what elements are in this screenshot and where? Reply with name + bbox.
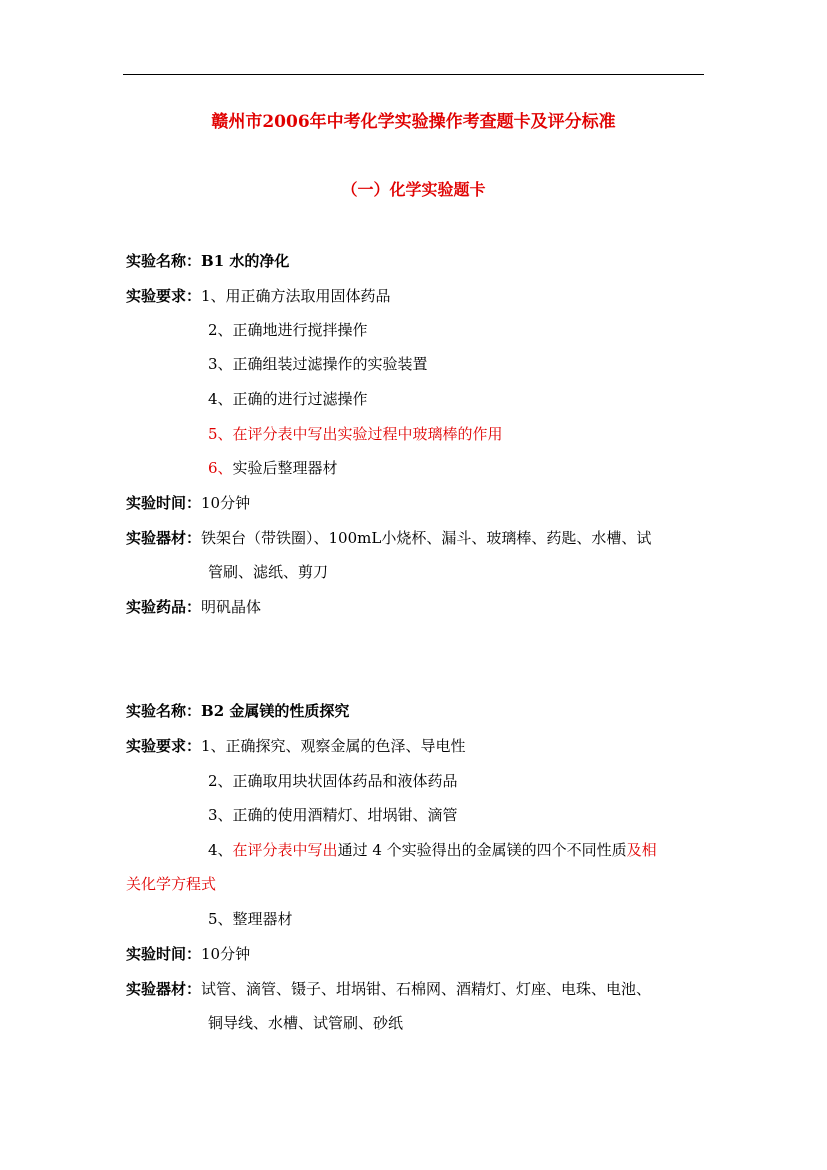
exp1-time-label: 实验时间： bbox=[126, 494, 202, 512]
exp1-name-label: 实验名称： bbox=[126, 252, 202, 270]
exp2-req-3: 3、正确的使用酒精灯、坩埚钳、滴管 bbox=[208, 806, 458, 824]
exp2-equip-line2: 铜导线、水槽、试管刷、砂纸 bbox=[208, 1014, 404, 1032]
exp1-req-3: 3、正确组装过滤操作的实验装置 bbox=[208, 355, 428, 373]
exp2-time-label: 实验时间： bbox=[126, 945, 202, 963]
exp1-req-label: 实验要求： bbox=[126, 287, 202, 305]
exp1-equip-line2: 管刷、滤纸、剪刀 bbox=[208, 563, 329, 581]
exp2-equip-row bbox=[126, 978, 651, 1000]
exp2-req-4-red1: 在评分表中写出 bbox=[232, 841, 338, 859]
exp1-drug-label: 实验药品： bbox=[126, 598, 202, 616]
exp2-name-row bbox=[126, 700, 349, 722]
section-title: （一）化学实验题卡 bbox=[341, 180, 486, 199]
exp1-req-1: 1、用正确方法取用固体药品 bbox=[201, 287, 391, 305]
exp1-name-row bbox=[126, 250, 289, 272]
exp2-time-value: 10分钟 bbox=[201, 945, 251, 963]
exp2-equip-label: 实验器材： bbox=[126, 980, 202, 998]
document-title: 赣州市2006年中考化学实验操作考查题卡及评分标准 bbox=[211, 112, 616, 132]
exp1-req-2: 2、正确地进行搅拌操作 bbox=[208, 321, 368, 339]
exp2-name-label: 实验名称： bbox=[126, 702, 202, 720]
exp1-name-value: B1 水的净化 bbox=[201, 252, 290, 270]
exp2-req-label: 实验要求： bbox=[126, 737, 202, 755]
exp2-req-4-cont: 关化学方程式 bbox=[126, 875, 217, 893]
exp1-time-value: 10分钟 bbox=[201, 494, 251, 512]
header-rule bbox=[123, 74, 704, 75]
exp1-req-6-num: 6、 bbox=[208, 459, 233, 477]
exp1-drug-value: 明矾晶体 bbox=[201, 598, 262, 616]
exp1-equip-row bbox=[126, 527, 651, 549]
exp2-req-5: 5、整理器材 bbox=[208, 910, 293, 928]
exp2-req-4-text: 通过 4 个实验得出的金属镁的四个不同性质 bbox=[337, 841, 627, 859]
exp2-req-4-num: 4、 bbox=[208, 841, 233, 859]
exp2-time-row bbox=[126, 943, 250, 965]
exp1-req-6-row bbox=[208, 457, 338, 479]
exp1-equip-line1: 铁架台（带铁圈）、100mL小烧杯、漏斗、玻璃棒、药匙、水槽、试 bbox=[201, 529, 652, 547]
exp1-equip-label: 实验器材： bbox=[126, 529, 202, 547]
exp1-req-row bbox=[126, 285, 391, 307]
exp1-req-4: 4、正确的进行过滤操作 bbox=[208, 390, 368, 408]
exp2-req-row bbox=[126, 735, 466, 757]
exp1-drug-row bbox=[126, 596, 261, 618]
exp2-req-2: 2、正确取用块状固体药品和液体药品 bbox=[208, 772, 458, 790]
exp1-time-row bbox=[126, 492, 250, 514]
exp2-req-4-red2: 及相 bbox=[626, 841, 657, 859]
exp1-req-5: 5、在评分表中写出实验过程中玻璃棒的作用 bbox=[208, 425, 503, 443]
exp1-req-6-text: 实验后整理器材 bbox=[232, 459, 338, 477]
exp2-name-value: B2 金属镁的性质探究 bbox=[201, 702, 350, 720]
exp2-req-1: 1、正确探究、观察金属的色泽、导电性 bbox=[201, 737, 466, 755]
exp2-equip-line1: 试管、滴管、镊子、坩埚钳、石棉网、酒精灯、灯座、电珠、电池、 bbox=[201, 980, 652, 998]
exp2-req-4-row bbox=[208, 839, 657, 861]
